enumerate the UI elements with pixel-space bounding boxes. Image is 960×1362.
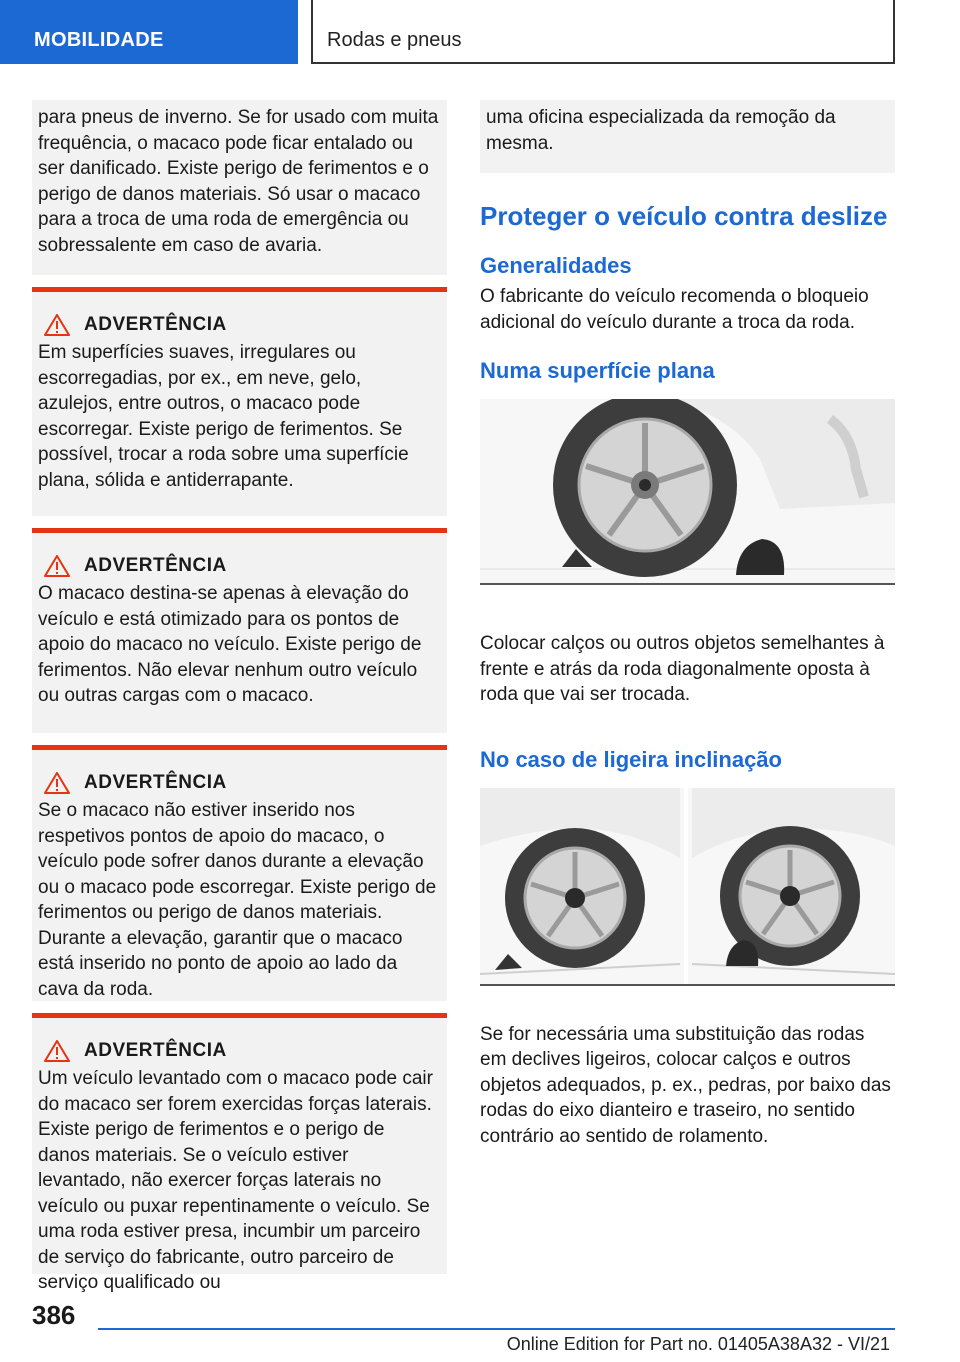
flat-surface-image: [480, 399, 895, 585]
right-column: [480, 100, 895, 1149]
warning-title: ADVERTÊNCIA: [84, 772, 227, 793]
intro-box: [32, 100, 447, 275]
warning-triangle-icon: [44, 314, 70, 336]
intro-text: para pneus de inverno. Se for usado com muita frequência, o macaco pode ficar entalado ou ser danificado. Existe perigo de ferimentos e o perigo de danos materiais. Só usar o macaco para a troca de uma roda de emergência ou sobressalente em caso de avaria.: [38, 107, 439, 256]
flat-surface-caption: Colocar calços ou outros objetos semelhantes à frente e atrás da roda diagonalmente oposta à roda que vai ser trocada.: [480, 633, 885, 705]
page-number: 386: [32, 1300, 76, 1330]
warning-text: Se o macaco não estiver inserido nos respetivos pontos de apoio do macaco, o veículo pode sofrer danos durante a elevação ou o macaco pode escorregar. Existe perigo de ferimentos ou perigo de danos materiais. Durante a elevação, garantir que o macaco está inserido no ponto de apoio ao lado da cava da roda.: [38, 800, 437, 1000]
wheel-chocks-incline-illustration: [480, 788, 895, 984]
warning-box-2: [32, 528, 447, 733]
subheading-incline: No caso de ligeira inclinação: [480, 746, 782, 772]
continuation-text: uma oficina especializada da remoção da mesma.: [486, 107, 836, 154]
subheading-flat-surface: Numa superfície plana: [480, 358, 715, 383]
warning-title: ADVERTÊNCIA: [84, 314, 227, 335]
warning-triangle-icon: [44, 772, 70, 794]
incline-image: [480, 788, 895, 986]
header-topic-tab: [311, 0, 895, 64]
warning-text: Em superfícies suaves, irregulares ou escorregadias, por ex., em neve, gelo, azulejos, entre outros, o macaco pode escorregar. Existe perigo de ferimentos. Se possível, trocar a roda sobre uma superfície plana, sólida e antiderrapante.: [38, 342, 409, 491]
footer-edition: Online Edition for Part no. 01405A38A32 - VI/21: [506, 1334, 890, 1354]
warning-box-1: [32, 287, 447, 516]
section-heading: Proteger o veículo contra deslize: [480, 201, 888, 231]
warning-title: ADVERTÊNCIA: [84, 555, 227, 576]
header-section-label: MOBILIDADE: [34, 29, 164, 51]
header-section-tab: [0, 0, 298, 64]
left-column: [32, 100, 447, 1293]
warning-triangle-icon: [44, 1040, 70, 1062]
subheading-general: Generalidades: [480, 253, 632, 278]
warning-box-3: [32, 745, 447, 1001]
warning-title: ADVERTÊNCIA: [84, 1040, 227, 1061]
warning-text: O macaco destina-se apenas à elevação do veículo e está otimizado para os pontos de apoio do macaco no veículo. Existe perigo de ferimentos. Não elevar nenhum outro veículo ou outras cargas com o macaco.: [38, 583, 422, 706]
incline-caption: Se for necessária uma substituição das rodas em declives ligeiros, colocar calços e outros objetos adequados, p. ex., pedras, por baixo das rodas do eixo dianteiro e traseiro, no sentido contrário ao sentido de rolamento.: [480, 1023, 891, 1147]
warning-triangle-icon: [44, 555, 70, 577]
continuation-box: [480, 100, 895, 173]
warning-box-4: [32, 1013, 447, 1293]
wheel-chocks-flat-illustration: [480, 399, 895, 583]
general-text: O fabricante do veículo recomenda o bloqueio adicional do veículo durante a troca da roda.: [480, 286, 869, 333]
footer-rule: [98, 1328, 895, 1330]
warning-text: Um veículo levantado com o macaco pode cair do macaco ser forem exercidas forças laterais. Existe perigo de ferimentos e o perigo de danos materiais. Se o veículo estiver levantado, não exercer forças laterais no veículo ou puxar repentinamente o veículo. Se uma roda estiver presa, incumbir um parceiro de serviço do fabricante, outro parceiro de serviço qualificado ou: [38, 1068, 433, 1293]
header-topic-label: Rodas e pneus: [327, 29, 462, 51]
